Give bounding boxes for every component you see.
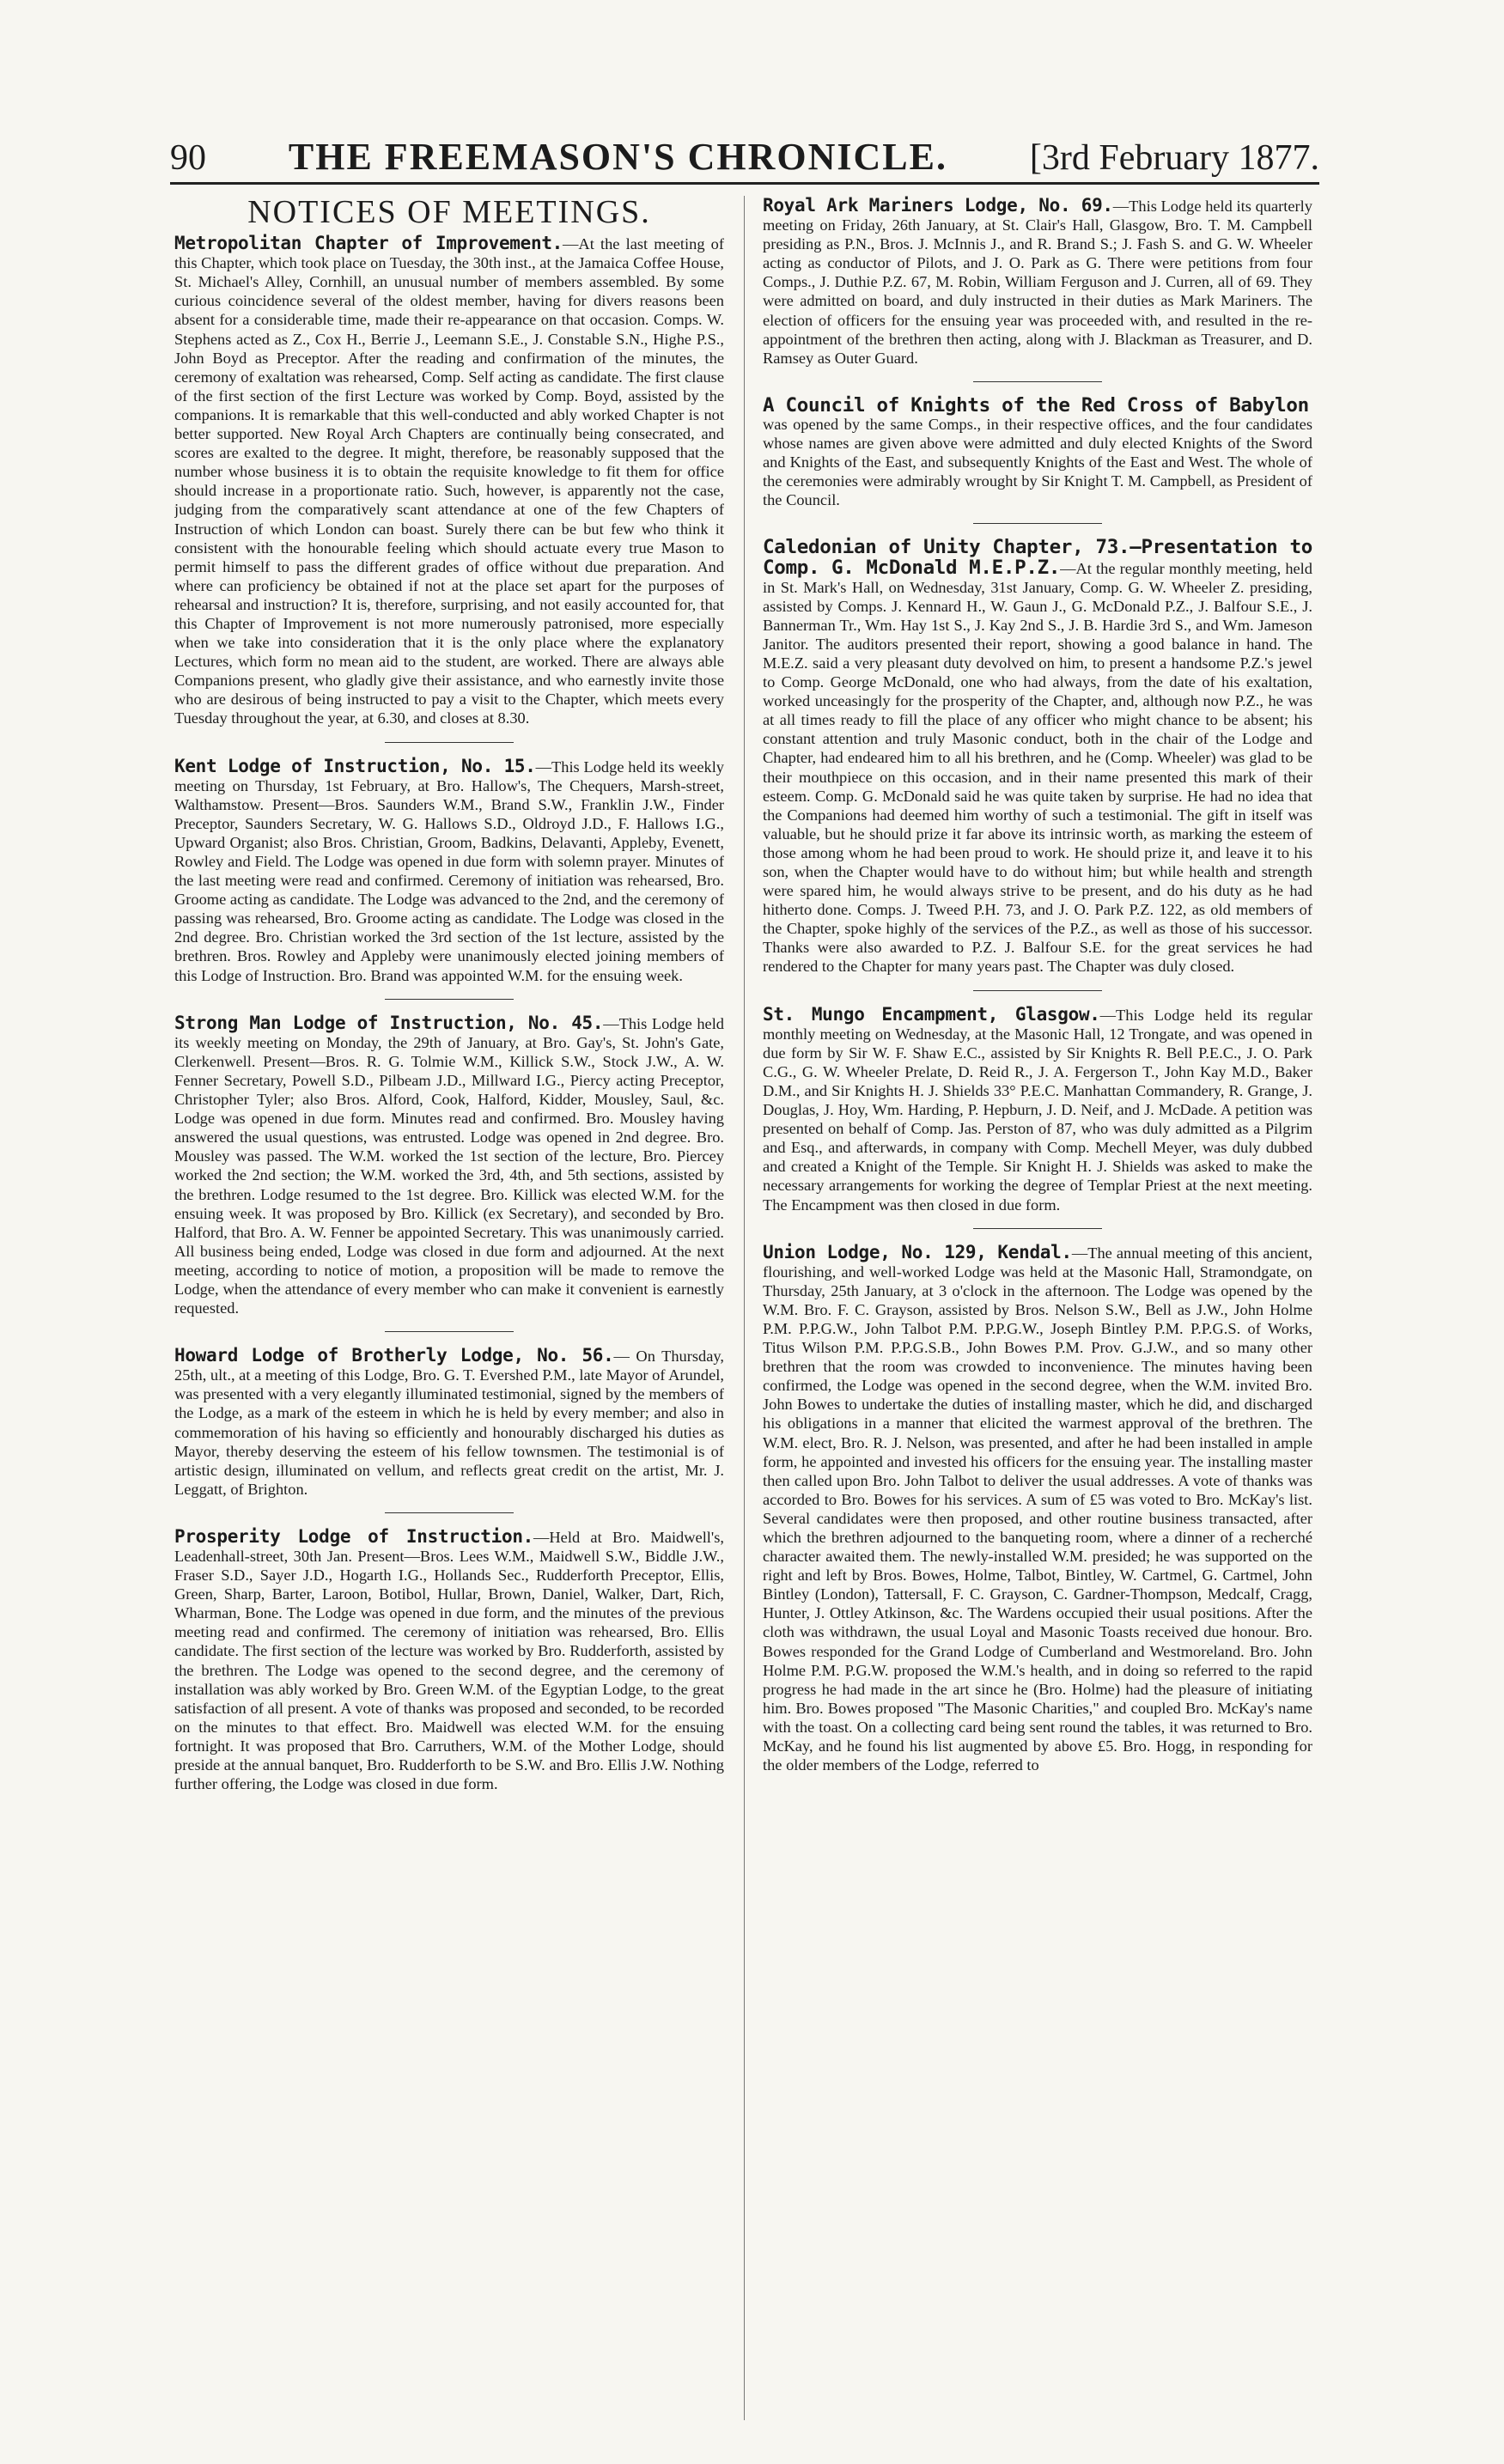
- article-body: —This Lodge held its weekly meeting on Monday, the 29th of January, at Bro. Gay's, St. John's Gate, Clerkenwell. Present—Bros. R. G. Tolmie W.M., Killick S.W., Stock J.W., A. W. Fenner Secretary, Powell S.D., Pilbeam J.D., Millward I.G., Piercy acting Preceptor, Christopher Tyler; also Bros. Alford, Cook, Halford, Kidder, Mousley, Saul, &c. Lodge was opened in due form. Minutes read and confirmed. Bro. Mousley having answered the usual questions, was entrusted. Lodge was opened in 2nd degree. Bro. Mousley was passed. The W.M. worked the 1st section of the lecture, Bro. Piercey worked the 2nd section; the W.M. worked the 3rd, 4th, and 5th sections, assisted by the brethren. Lodge resumed to the 1st degree. Bro. Killick was elected W.M. for the ensuing week. It was proposed by Bro. Killick (ex Secretary), and seconded by Bro. Halford, that Bro. A. W. Fenner be appointed Secretary. This was unanimously carried. All business being ended, Lodge was closed in due form and adjourned. At the next meeting, according to notice of motion, a proposition will be made to remove the Lodge, when the attendance of every member who can make it convenient is earnestly requested.: [174, 1014, 724, 1317]
- article-union-lodge-kendal: [763, 1243, 1312, 1775]
- issue-date: [3rd February 1877.: [1029, 138, 1319, 178]
- article-separator: [973, 990, 1102, 991]
- masthead-rule: [170, 182, 1319, 185]
- article-body: —Held at Bro. Maidwell's, Leadenhall-street, 30th Jan. Present—Bros. Lees W.M., Maidwell S.W., Biddle J.W., Fraser S.D., Sayer J.D., Hogarth I.G., Hollands Sec., Rudderforth Preceptor, Ellis, Green, Sharp, Barter, Laroon, Botibol, Hullar, Brown, Daniel, Walker, Dart, Rich, Wharman, Bone. The Lodge was opened in due form, and the minutes of the previous meeting read and confirmed. The ceremony of initiation was rehearsed, Bro. Ellis candidate. The first section of the lecture was worked by Bro. Rudderforth, assisted by the brethren. The Lodge was opened to the second degree, and the ceremony of installation was ably worked by Bro. Green W.M. of the Egyptian Lodge, to the great satisfaction of all present. A vote of thanks was proposed and seconded, to be recorded on the minutes to that effect. Bro. Maidwell was elected W.M. for the ensuing fortnight. It was proposed that Bro. Carruthers, W.M. of the Mother Lodge, should preside at the annual banquet, Bro. Rudderforth to be S.W. and Bro. Ellis J.W. Nothing further offering, the Lodge was closed in due form.: [174, 1528, 724, 1793]
- article-strong-man-lodge: [174, 1013, 724, 1318]
- article-caledonian-chapter: [763, 538, 1312, 976]
- left-column: [174, 196, 724, 2420]
- article-howard-lodge: [174, 1346, 724, 1499]
- article-heading: Royal Ark Mariners Lodge, No. 69.: [763, 196, 1113, 216]
- article-separator: [385, 1512, 514, 1513]
- page-number: 90: [170, 138, 206, 178]
- article-heading: A Council of Knights of the Red Cross of Babylon: [763, 393, 1309, 417]
- column-divider: [744, 196, 745, 2420]
- section-heading: NOTICES OF MEETINGS.: [247, 196, 651, 230]
- article-red-cross-babylon: [763, 393, 1312, 510]
- article-body: —This Lodge held its quarterly meeting on Friday, 26th January, at St. Clair's Hall, Glasgow, Bro. T. M. Campbell presiding as P.N., Bros. J. McInnis J., and R. Brand S.; J. Fash S. and G. W. Wheeler acting as conductor of Pilots, and J. O. Park as G. There were petitions from four Comps., J. Duthie P.Z. 67, M. Robin, William Ferguson and J. Curren, all of 69. They were admitted on board, and duly instructed in their duties as Mark Mariners. The election of officers for the ensuing year was proceeded with, and resulted in the re-appointment of the brethren then acting, along with J. Blackman as Treasurer, and D. Ramsey as Outer Guard.: [763, 198, 1312, 367]
- right-column: [763, 196, 1312, 2420]
- article-separator: [385, 1331, 514, 1332]
- article-body: —The annual meeting of this ancient, flourishing, and well-worked Lodge was held at the Masonic Hall, Stramondgate, on Thursday, 25th January, at 3 o'clock in the afternoon. The Lodge was opened by the W.M. Bro. F. C. Grayson, assisted by Bros. Nelson S.W., Bell as J.W., John Holme P.M. P.P.G.W., John Talbot P.M. P.P.G.W., Joseph Bintley P.M. P.P.G.S. of Works, Titus Wilson P.M. P.P.G.S.B., John Bowes P.M. Prov. G.J.W., and so many other brethren that the room was crowded to inconvenience. The minutes having been confirmed, the Lodge was opened in the second degree, when the W.M. invited Bro. John Bowes to undertake the duties of installing master, which he did, and discharged his obligations in a manner that elicited the warmest approval of the brethren. The W.M. elect, Bro. R. J. Nelson, was presented, and after he had been installed in ample form, he appointed and invested his officers for the ensuing year. The installing master then called upon Bro. John Talbot to deliver the usual addresses. A vote of thanks was accorded to Bro. Bowes for his services. A sum of £5 was voted to Bro. McKay's list. Several candidates were then proposed, and other routine business transacted, after which the brethren adjourned to the banqueting room, where a dinner of a recherché character awaited them. The newly-installed W.M. presided; he was supported on the right and left by Bros. Bowes, Holme, Talbot, Bintley, W. Cartmel, G. Cartmel, John Bintley (London), Tattersall, F. C. Grayson, C. Gardner-Thompson, Medcalf, Cragg, Hunter, J. Ottley Atkinson, &c. The Wardens occupied their usual positions. After the cloth was withdrawn, the usual Loyal and Masonic Toasts received due honour. Bro. Bowes responded for the Grand Lodge of Cumberland and Westmoreland. Bro. John Holme P.M. P.G.W. proposed the W.M.'s health, and in doing so referred to the rapid progress he had made in the art since he (Bro. Holme) had the pleasure of initiating him. Bro. Bowes proposed "The Masonic Charities," and coupled Bro. McKay's name with the toast. On a collecting card being sent round the tables, it was returned to Bro. McKay, and he found his list augmented by above £5. Bro. Hogg, in responding for the older members of the Lodge, referred to: [763, 1244, 1312, 1774]
- article-heading: Howard Lodge of Brotherly Lodge, No. 56.: [174, 1345, 614, 1366]
- article-body: —This Lodge held its regular monthly meeting on Wednesday, at the Masonic Hall, 12 Trongate, and was opened in due form by Sir W. F. Shaw E.C., assisted by Sir Knights R. Bell P.E.C., J. O. Park C.G., G. W. Wheeler Prelate, D. Reid R., J. A. Fergerson T., John Kay M.D., Baker D.M., and Sir Knights H. J. Shields 33° P.E.C. Manhattan Commandery, R. Grange, J. Douglas, J. Hoy, Wm. Harding, P. Hepburn, J. D. Neif, and J. McDade. A petition was presented on behalf of Comp. Jas. Perston of 87, who was duly admitted as a Pilgrim and Esq., and afterwards, in company with Comp. Mechell Meyer, was duly dubbed and created a Knight of the Temple. Sir Knight H. J. Shields was asked to make the necessary arrangements for working the degree of Templar Priest at the next meeting. The Encampment was then closed in due form.: [763, 1006, 1312, 1214]
- article-heading: Caledonian of Unity Chapter, 73.—Presentation to Comp. G. McDonald M.E.P.Z.: [763, 536, 1312, 579]
- article-body: — On Thursday, 25th, ult., at a meeting of this Lodge, Bro. G. T. Evershed P.M., late Mayor of Arundel, was presented with a very elegantly illuminated testimonial, signed by the members of the Lodge, as a mark of the esteem in which he is held by every member; and also in commemoration of his having so efficiently and honourably discharged his duties as Mayor, thereby deserving the esteem of his fellow townsmen. The testimonial is of artistic design, illuminated on vellum, and reflects great credit on the artist, Mr. J. Leggatt, of Brighton.: [174, 1348, 724, 1498]
- article-heading: Strong Man Lodge of Instruction, No. 45.: [174, 1012, 604, 1033]
- article-body: was opened by the same Comps., in their respective offices, and the four candidates whose names are given above were admitted and duly elected Knights of the Sword and Knights of the East, and subsequently Knights of the East and West. The whole of the ceremonies were admirably wrought by Sir Knight T. M. Campbell, as President of the Council.: [763, 415, 1312, 509]
- article-body: —At the regular monthly meeting, held in St. Mark's Hall, on Wednesday, 31st January, Comp. G. W. Wheeler Z. presiding, assisted by Comps. J. Kennard H., W. Gaun J., G. McDonald P.Z., J. Balfour S.E., J. Bannerman Tr., Wm. Hay 1st S., J. Kay 2nd S., J. B. Hardie 3rd S., and Wm. Jameson Janitor. The auditors presented their report, showing a good balance in hand. The M.E.Z. said a very pleasant duty devolved on him, to present a handsome P.Z.'s jewel to Comp. George McDonald, one who had always, from the date of his exaltation, worked unceasingly for the prosperity of the Chapter, and, although now P.Z., he was at all times ready to fill the place of any officer who might chance to be absent; his constant attention and truly Masonic conduct, both in the chair of the Lodge and Chapter, had endeared him to all his brethren, and he (Comp. Wheeler) was glad to be their mouthpiece on this occasion, and in their name presented this mark of their esteem. Comp. G. McDonald said he was quite taken by surprise. He had no idea that the Companions had deemed him worthy of such a testimonial. The gift in itself was valuable, but he should prize it far above its intrinsic worth, as marking the esteem of those among whom he had been proud to work. He should prize it, and leave it to his son, when the Chapter would have to do without him; but while health and strength were spared him, he would always strive to be present, and do his duty as he had hitherto done. Comps. J. Tweed P.H. 73, and J. O. Park P.Z. 122, as old members of the Chapter, spoke highly of the services of the P.Z., as well as those of his successor. Thanks were also awarded to P.Z. J. Balfour S.E. for the great services he had rendered to the Chapter for many years past. The Chapter was duly closed.: [763, 559, 1312, 976]
- article-heading: Metropolitan Chapter of Improvement.: [174, 233, 563, 254]
- article-separator: [973, 381, 1102, 382]
- article-separator: [385, 742, 514, 743]
- article-separator: [973, 1228, 1102, 1229]
- article-prosperity-lodge: [174, 1527, 724, 1793]
- article-body: —This Lodge held its weekly meeting on Thursday, 1st February, at Bro. Hallow's, The Chequers, Marsh-street, Walthamstow. Present—Bros. Saunders W.M., Brand S.W., Franklin J.W., Finder Preceptor, Saunders Secretary, W. G. Hallows S.D., Oldroyd J.D., F. Hallows I.G., Upward Organist; also Bros. Christian, Groom, Badkins, Delavanti, Appleby, Evenett, Rowley and Field. The Lodge was opened in due form with solemn prayer. Minutes of the last meeting were read and confirmed. Ceremony of initiation was rehearsed, Bro. Groome acting as candidate. The Lodge was advanced to the 2nd, and the ceremony of passing was rehearsed, Bro. Groome acting as candidate. The Lodge was closed in the 2nd degree. Bro. Christian worked the 3rd section of the 1st lecture, assisted by the brethren. Bros. Rowley and Appleby were unanimously elected joining members of this Lodge of Instruction. Bro. Brand was appointed W.M. for the ensuing week.: [174, 757, 724, 984]
- article-heading: Union Lodge, No. 129, Kendal.: [763, 1241, 1072, 1262]
- article-kent-lodge: [174, 757, 724, 985]
- newspaper-title: THE FREEMASON'S CHRONICLE.: [288, 136, 947, 178]
- article-heading: Kent Lodge of Instruction, No. 15.: [174, 755, 536, 776]
- article-body: —At the last meeting of this Chapter, which took place on Tuesday, the 30th inst., at the Jamaica Coffee House, St. Michael's Alley, Cornhill, an unusual number of members assembled. By some curious coincidence several of the oldest member, having for divers reasons been absent for a considerable time, made their re-appearance on that occasion. Comps. W. Stephens acted as Z., Cox H., Berrie J., Leemann S.E., J. Constable S.N., Highe P.S., John Boyd as Preceptor. After the reading and confirmation of the minutes, the ceremony of exaltation was rehearsed, Comp. Self acting as candidate. The first clause of the first section of the first Lecture was worked by Comp. Boyd, assisted by the companions. It is remarkable that this well-conducted and ably worked Chapter is not better supported. New Royal Arch Chapters are continually being consecrated, and scores are exalted to the degree. It might, therefore, be reasonably supposed that the number whose business it is to obtain the requisite knowledge to fit them for office should increase in a proportionate ratio. Such, however, is apparently not the case, judging from the comparatively scant attendance at one of the few Chapters of Instruction of which London can boast. Surely there can be but few who think it consistent with the honourable feeling which should actuate every true Mason to permit himself to pass the different grades of office without due preparation. And where can proficiency be obtained if not at the place set apart for the purposes of rehearsal and instruction? It is, therefore, surprising, and not easily accounted for, that this Chapter of Improvement is not more numerously patronised, more especially when we take into consideration that it is the only place where the explanatory Lectures, which form no mean aid to the student, are worked. There are always able Companions present, who gladly give their assistance, and who earnestly invite those who are desirous of being instructed to pay a visit to the Chapter, which meets every Tuesday throughout the year, at 6.30, and closes at 8.30.: [174, 235, 724, 727]
- article-metropolitan-chapter: [174, 234, 724, 727]
- article-heading: St. Mungo Encampment, Glasgow.: [763, 1003, 1100, 1025]
- article-separator: [973, 523, 1102, 524]
- article-st-mungo-encampment: [763, 1005, 1312, 1214]
- article-separator: [385, 999, 514, 1000]
- article-royal-ark-mariners: [763, 196, 1312, 368]
- article-heading: Prosperity Lodge of Instruction.: [174, 1525, 534, 1547]
- masthead: [170, 119, 1319, 179]
